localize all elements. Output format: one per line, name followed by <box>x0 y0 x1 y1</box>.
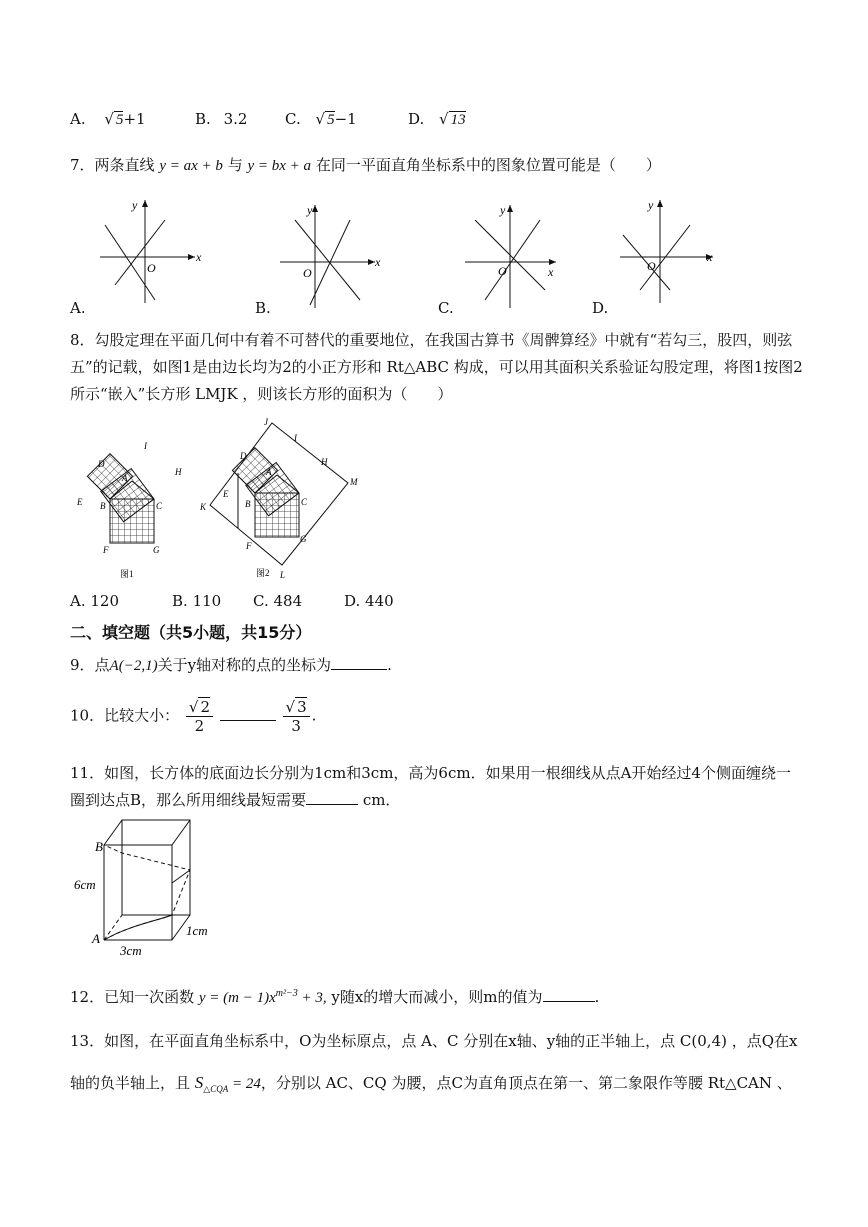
graph-a <box>95 195 205 305</box>
option-letter: A. <box>70 592 86 610</box>
label-k: K <box>200 502 207 512</box>
label-e: E <box>223 489 229 499</box>
figure-1-caption: 图1 <box>120 569 134 579</box>
y-axis-label: y <box>648 198 654 212</box>
label-f: F <box>103 545 109 555</box>
stem-text: 9．点 <box>70 656 110 674</box>
label-a: A <box>266 467 272 477</box>
origin-label: O <box>303 266 312 280</box>
label-h: H <box>321 457 328 467</box>
suffix: −1 <box>334 110 357 128</box>
stem-text: 10．比较大小： <box>70 706 180 725</box>
q8-line-2: 五”的记载，如图1是由边长均为2的小正方形和 Rt△ABC 构成，可以用其面积关系验证勾股定理，将图1按图2 <box>70 358 803 376</box>
q13-line-1: 13．如图，在平面直角坐标系中，O为坐标原点，点 A、C 分别在x轴、y轴的正半轴上，点 C(0,4) ，点Q在x <box>70 1032 798 1050</box>
unit-text: cm． <box>362 791 401 809</box>
q9 <box>70 654 392 675</box>
label-g: G <box>300 534 307 544</box>
pythagoras-figure-1 <box>70 433 200 583</box>
sqrt-expr: √ 5−1 <box>315 110 357 128</box>
stem-text: 与 <box>227 156 243 174</box>
q7-stem <box>70 154 661 175</box>
label-b: B <box>245 499 251 509</box>
q8-option-a <box>70 592 119 610</box>
equation-tail: + 3, <box>297 990 327 1006</box>
fraction-sqrt3-over-3: $\frac{√ 3}{3}$ <box>283 698 310 735</box>
q11-line-1: 11．如图，长方体的底面边长分别为1cm和3cm，高为6cm．如果用一根细线从点A开始经过4个侧面缠绕一 <box>70 764 791 782</box>
x-axis-label: x <box>548 265 554 279</box>
radicand: 5 <box>115 112 124 128</box>
label-d: D <box>240 451 247 461</box>
q8-option-d <box>344 592 394 610</box>
area-subscript: △CQA <box>203 1084 229 1094</box>
option-letter: B. <box>195 110 211 128</box>
answer-blank[interactable] <box>220 706 276 721</box>
area-value: = 24 <box>228 1076 261 1092</box>
radicand: 13 <box>450 112 466 128</box>
q13-line-2 <box>70 1072 792 1095</box>
sqrt-expr: √ 5+1 <box>104 110 146 128</box>
answer-blank[interactable] <box>306 790 358 805</box>
numerator: 3 <box>297 698 307 716</box>
label-b: B <box>100 501 106 511</box>
depth-label: 1cm <box>186 923 208 938</box>
equation: y = (m − 1)x <box>198 990 276 1006</box>
q6-option-b <box>195 110 247 128</box>
radicand: 5 <box>327 112 335 128</box>
equation: y = bx + a <box>247 158 312 174</box>
label-b: B <box>95 839 103 854</box>
q8-line-1: 8．勾股定理在平面几何中有着不可替代的重要地位，在我国古算书《周髀算经》中就有“若勾三，股四，则弦 <box>70 331 793 349</box>
option-letter: D. <box>408 110 425 128</box>
option-value: 110 <box>192 592 222 610</box>
q6-option-a <box>70 110 146 129</box>
graph-c-label: C. <box>438 299 454 317</box>
stem-text: 轴的负半轴上，且 <box>70 1074 191 1092</box>
label-i: I <box>144 441 147 451</box>
stem-text: 12．已知一次函数 <box>70 988 195 1006</box>
label-g: G <box>153 545 160 555</box>
figure-2-caption: 图2 <box>256 568 270 578</box>
equation: y = ax + b <box>159 158 223 174</box>
stem-text: 关于y轴对称的点的坐标为 <box>157 656 332 674</box>
y-axis-label: y <box>500 203 506 217</box>
label-c: C <box>301 497 308 507</box>
denominator: 2 <box>194 717 205 735</box>
x-axis-label: x <box>375 255 381 269</box>
graph-b-label: B. <box>255 299 271 317</box>
option-value: 440 <box>365 592 394 610</box>
origin-label: O <box>647 259 656 273</box>
graph-d <box>615 195 725 305</box>
label-j: J <box>264 417 268 427</box>
y-axis-label: y <box>132 198 138 212</box>
graph-a-label: A. <box>70 299 86 317</box>
answer-blank[interactable] <box>543 987 595 1002</box>
sqrt-expr: √ 13 <box>439 110 466 128</box>
area-symbol: S <box>194 1073 204 1092</box>
option-value: 3.2 <box>223 110 248 128</box>
label-i: I <box>294 433 297 443</box>
question-number: 7． <box>70 156 95 174</box>
stem-text: 在同一平面直角坐标系中的图象位置可能是（ ） <box>315 156 661 174</box>
exponent: m²−3 <box>275 988 298 999</box>
y-axis-label: y <box>307 203 313 217</box>
q8-line-3: 所示“嵌入”长方形 LMJK ，则该长方形的面积为（ ） <box>70 385 453 403</box>
label-a: A <box>92 931 100 946</box>
option-value: 484 <box>273 592 303 610</box>
label-h: H <box>175 467 182 477</box>
label-l: L <box>280 570 286 580</box>
stem-text: 两条直线 <box>94 156 155 174</box>
section-heading: 二、填空题（共5小题，共15分） <box>70 623 312 642</box>
x-axis-label: x <box>196 250 202 264</box>
option-letter: C. <box>253 592 269 610</box>
q12 <box>70 986 599 1007</box>
origin-label: O <box>498 264 507 278</box>
q8-option-b <box>172 592 221 610</box>
option-letter: B. <box>172 592 188 610</box>
q8-option-c <box>253 592 302 610</box>
q10 <box>70 698 316 735</box>
stem-text: ，分别以 AC、CQ 为腰，点C为直角顶点在第一、第二象限作等腰 Rt△CAN 、 <box>260 1074 792 1092</box>
graph-c <box>460 200 570 310</box>
label-m: M <box>350 477 358 487</box>
width-label: 3cm <box>120 943 142 955</box>
stem-text: y随x的增大而减小，则m的值为 <box>326 988 543 1006</box>
label-a: A <box>122 473 128 483</box>
q11-line-2 <box>70 789 400 810</box>
answer-blank[interactable] <box>331 655 387 670</box>
q6-option-c <box>285 110 357 129</box>
label-f: F <box>246 541 252 551</box>
q6-option-d <box>408 110 466 129</box>
pythagoras-figure-2 <box>200 415 360 585</box>
x-axis-label: x <box>707 250 713 264</box>
stem-text: 圈到达点B，那么所用细线最短需要 <box>70 791 307 809</box>
period: . <box>387 656 392 674</box>
label-d: D <box>98 459 105 469</box>
option-value: 120 <box>90 592 120 610</box>
option-letter: A. <box>70 110 86 128</box>
denominator: 3 <box>291 717 301 735</box>
cuboid-figure <box>70 815 230 955</box>
label-c: C <box>156 501 163 511</box>
graph-b <box>275 200 385 310</box>
option-letter: D. <box>344 592 361 610</box>
fraction-sqrt2-over-2: $\frac{√ 2}{2}$ <box>186 698 213 735</box>
numerator: 2 <box>200 698 210 716</box>
height-label: 6cm <box>74 877 96 892</box>
period: . <box>311 706 317 725</box>
origin-label: O <box>147 261 156 275</box>
period: . <box>594 988 600 1006</box>
graph-d-label: D. <box>592 299 609 317</box>
point: A(−2,1) <box>109 658 158 674</box>
option-letter: C. <box>285 110 301 128</box>
suffix: +1 <box>123 110 146 128</box>
label-e: E <box>77 497 83 507</box>
